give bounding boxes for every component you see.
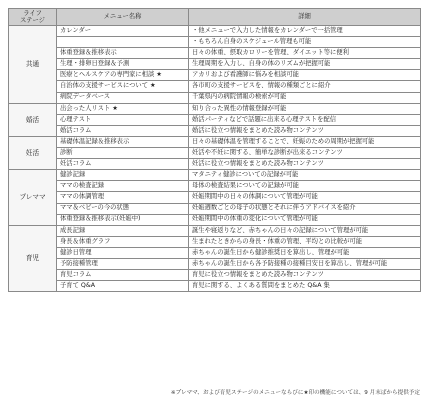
- detail-cell: 育児に関する、よくある質問をまとめた Q&A 集: [189, 281, 421, 292]
- menu-table: [8, 8, 421, 292]
- star-icon: ★: [150, 82, 156, 90]
- detail-cell: 妊活に役立つ情報をまとめた読み物コンテンツ: [189, 159, 421, 170]
- menu-name-cell: [57, 258, 189, 269]
- detail-cell: 各市町の支援サービスを、情報の種類ごとに紹介: [189, 81, 421, 92]
- detail-cell: 妊娠週数ごとの母子の状態とそれに伴うアドバイスを紹介: [189, 203, 421, 214]
- menu-name-text: 成長記録: [60, 226, 86, 234]
- menu-name-cell: [57, 103, 189, 114]
- detail-cell: 妊娠期間中の体重の変化について管理が可能: [189, 214, 421, 225]
- menu-name-cell: [57, 26, 189, 37]
- table-row: [9, 48, 421, 59]
- menu-name-cell: [57, 37, 189, 48]
- table-row: [9, 159, 421, 170]
- table-row: [9, 92, 421, 103]
- table-header-row: [9, 9, 421, 26]
- table-row: [9, 103, 421, 114]
- detail-cell: 妊娠期間中の日々の体調について管理が可能: [189, 192, 421, 203]
- detail-cell: マタニティ健診についての記録が可能: [189, 170, 421, 181]
- menu-name-cell: [57, 159, 189, 170]
- detail-cell: 知り合った異性の情報登録が可能: [189, 103, 421, 114]
- menu-name-text: 予防接種管理: [60, 259, 98, 267]
- menu-name-text: 基礎体温記録＆推移表示: [60, 137, 130, 145]
- menu-name-text: 出会った人リスト: [60, 104, 111, 112]
- table-row: [9, 26, 421, 37]
- detail-cell: 千葉県内の病院情報の検索が可能: [189, 92, 421, 103]
- menu-name-cell: [57, 148, 189, 159]
- table-row: [9, 59, 421, 70]
- header-life-stage: [9, 9, 57, 26]
- menu-name-cell: [57, 125, 189, 136]
- header-life-stage-line2: ステージ: [20, 17, 45, 24]
- menu-name-text: 診断: [60, 148, 73, 156]
- menu-table-wrapper: [8, 8, 420, 292]
- table-row: [9, 236, 421, 247]
- table-row: [9, 70, 421, 81]
- table-row: [9, 136, 421, 147]
- stage-cell: 婚活: [9, 103, 57, 136]
- menu-name-text: 病院データベース: [60, 93, 111, 101]
- stage-cell: プレママ: [9, 170, 57, 225]
- star-icon: ★: [112, 104, 118, 112]
- table-row: [9, 148, 421, 159]
- footnote: ※プレママ、および育児ステージのメニューならびに★印の機能については、9 月末ばから提供予定: [170, 390, 420, 396]
- menu-name-text: カレンダー: [60, 26, 92, 34]
- menu-name-cell: [57, 236, 189, 247]
- menu-name-text: 健診記録: [60, 171, 86, 179]
- menu-name-cell: [57, 48, 189, 59]
- menu-name-cell: [57, 225, 189, 236]
- detail-cell: 日々の基礎体温を管理することで、妊娠のための周期が把握可能: [189, 136, 421, 147]
- detail-cell: 赤ちゃんの誕生日から健診推奨日を算出し、管理が可能: [189, 247, 421, 258]
- menu-name-text: ママ＆ベビーの今の状態: [60, 204, 130, 212]
- header-detail: 詳細: [189, 9, 421, 26]
- menu-name-text: 医療とヘルスケアの専門家に相談: [60, 71, 155, 79]
- menu-name-cell: [57, 192, 189, 203]
- menu-name-cell: [57, 92, 189, 103]
- menu-name-cell: [57, 270, 189, 281]
- menu-name-text: 心理テスト: [60, 115, 92, 123]
- detail-cell: アカリおよび看護師に悩みを相談可能: [189, 70, 421, 81]
- table-row: [9, 37, 421, 48]
- menu-name-cell: [57, 114, 189, 125]
- detail-cell: 妊活や不妊に関する、簡単な診断が出来るコンテンツ: [189, 148, 421, 159]
- menu-name-text: 婚活コラム: [60, 126, 92, 134]
- table-row: [9, 81, 421, 92]
- table-row: [9, 114, 421, 125]
- table-row: [9, 214, 421, 225]
- table-row: [9, 258, 421, 269]
- menu-name-text: ママの検査記録: [60, 182, 105, 190]
- table-row: [9, 170, 421, 181]
- detail-cell: 生理周期を入力し、自身の体のリズムが把握可能: [189, 59, 421, 70]
- menu-name-cell: [57, 203, 189, 214]
- table-body: [9, 26, 421, 292]
- menu-name-cell: [57, 70, 189, 81]
- menu-name-cell: [57, 81, 189, 92]
- table-row: [9, 281, 421, 292]
- header-life-stage-line1: ライフ: [23, 9, 42, 17]
- menu-name-text: 育児コラム: [60, 270, 92, 278]
- detail-cell: 日々の体重、摂取カロリーを管理、ダイエット等に便利: [189, 48, 421, 59]
- table-row: [9, 181, 421, 192]
- menu-name-text: ママの体調管理: [60, 193, 105, 201]
- detail-cell: ・もちろん自身のスケジュール管理も可能: [189, 37, 421, 48]
- stage-cell: 共通: [9, 26, 57, 104]
- detail-cell: 赤ちゃんの誕生日から各予防接種の接種目安日を算出し、管理が可能: [189, 258, 421, 269]
- stage-cell: 妊活: [9, 136, 57, 169]
- menu-name-text: 自治体の支援サービスについて: [60, 82, 149, 90]
- table-row: [9, 192, 421, 203]
- menu-name-text: 体重登録＆推移表示(妊娠中): [60, 215, 141, 223]
- header-menu-name: メニュー名称: [57, 9, 189, 26]
- detail-cell: ・他メニューで入力した情報をカレンダーで一括管理: [189, 26, 421, 37]
- menu-name-cell: [57, 136, 189, 147]
- menu-name-cell: [57, 247, 189, 258]
- menu-name-cell: [57, 170, 189, 181]
- detail-cell: 育児に役立つ情報をまとめた読み物コンテンツ: [189, 270, 421, 281]
- detail-cell: 生まれたときからの身長・体重の管理、平均との比較が可能: [189, 236, 421, 247]
- menu-name-cell: [57, 59, 189, 70]
- menu-name-cell: [57, 214, 189, 225]
- menu-name-cell: [57, 281, 189, 292]
- menu-name-cell: [57, 181, 189, 192]
- table-row: [9, 225, 421, 236]
- menu-name-text: 身長＆体重グラフ: [60, 237, 111, 245]
- menu-name-text: 健診日管理: [60, 248, 92, 256]
- stage-cell: 育児: [9, 225, 57, 292]
- detail-cell: 誕生や寝返りなど、赤ちゃんの日々の記録について管理が可能: [189, 225, 421, 236]
- detail-cell: 婚活に役立つ情報をまとめた読み物コンテンツ: [189, 125, 421, 136]
- menu-name-text: 生理・排卵日登録＆予測: [60, 60, 130, 68]
- table-row: [9, 125, 421, 136]
- detail-cell: 婚活パーティなどで話題に出来る心理テストを配信: [189, 114, 421, 125]
- menu-name-text: 妊活コラム: [60, 160, 92, 168]
- menu-name-text: 体重登録＆推移表示: [60, 49, 117, 57]
- star-icon: ★: [156, 71, 162, 79]
- table-row: [9, 270, 421, 281]
- table-row: [9, 203, 421, 214]
- menu-name-text: 子育て Q&A: [60, 282, 96, 290]
- detail-cell: 母体の検査結果についての記録が可能: [189, 181, 421, 192]
- table-row: [9, 247, 421, 258]
